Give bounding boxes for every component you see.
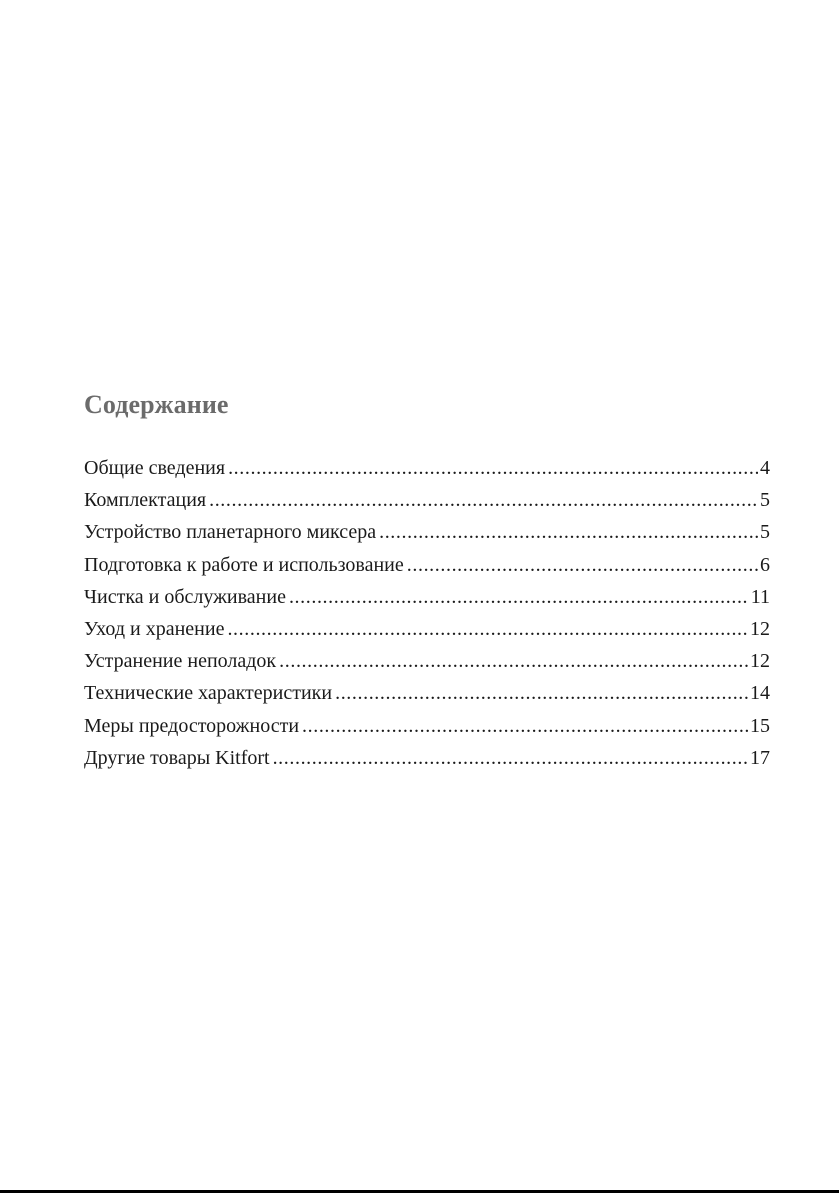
dot-leader bbox=[335, 677, 748, 709]
toc-entry-label: Устройство планетарного миксера bbox=[84, 521, 377, 544]
dot-leader bbox=[227, 613, 748, 645]
toc-entry-label: Другие товары Kitfort bbox=[84, 746, 270, 769]
toc-entry-label: Уход и хранение bbox=[84, 617, 225, 640]
dot-leader bbox=[302, 710, 748, 742]
toc-entry-page: 12 bbox=[750, 617, 770, 640]
toc-entry-label: Комплектация bbox=[84, 489, 207, 512]
toc-entry-label: Меры предосторожности bbox=[84, 714, 300, 737]
toc-entry[interactable] bbox=[84, 452, 770, 484]
dot-leader bbox=[209, 484, 758, 516]
toc-entry[interactable] bbox=[84, 710, 770, 742]
dot-leader bbox=[228, 452, 758, 484]
toc-entry-page: 14 bbox=[750, 682, 770, 705]
toc-entry[interactable] bbox=[84, 549, 770, 581]
toc-entry-page: 6 bbox=[760, 553, 770, 576]
toc-list bbox=[84, 452, 770, 774]
toc-entry-page: 5 bbox=[760, 521, 770, 544]
toc-entry-page: 17 bbox=[750, 746, 770, 769]
toc-entry[interactable] bbox=[84, 484, 770, 516]
toc-entry[interactable] bbox=[84, 677, 770, 709]
toc-entry-page: 11 bbox=[750, 585, 770, 608]
toc-entry-label: Общие сведения bbox=[84, 457, 226, 479]
toc-title: Содержание bbox=[84, 390, 229, 419]
toc-entry[interactable] bbox=[84, 742, 770, 774]
dot-leader bbox=[407, 549, 758, 581]
toc-entry[interactable] bbox=[84, 581, 770, 613]
toc-entry[interactable] bbox=[84, 613, 770, 645]
toc-entry-label: Подготовка к работе и использование bbox=[84, 553, 404, 576]
toc-entry-label: Устранение неполадок bbox=[84, 650, 277, 673]
toc-entry-label: Чистка и обслуживание bbox=[84, 585, 286, 608]
toc-entry-page: 5 bbox=[760, 489, 770, 512]
toc-entry-page: 15 bbox=[750, 714, 770, 737]
toc-entry-page: 4 bbox=[760, 457, 770, 479]
dot-leader bbox=[289, 581, 749, 613]
dot-leader bbox=[273, 742, 748, 774]
toc-entry-page: 12 bbox=[750, 650, 770, 673]
dot-leader bbox=[279, 645, 748, 677]
toc-entry[interactable] bbox=[84, 645, 770, 677]
toc-entry[interactable] bbox=[84, 516, 770, 548]
toc-entry-label: Технические характеристики bbox=[84, 682, 333, 705]
dot-leader bbox=[379, 516, 758, 548]
